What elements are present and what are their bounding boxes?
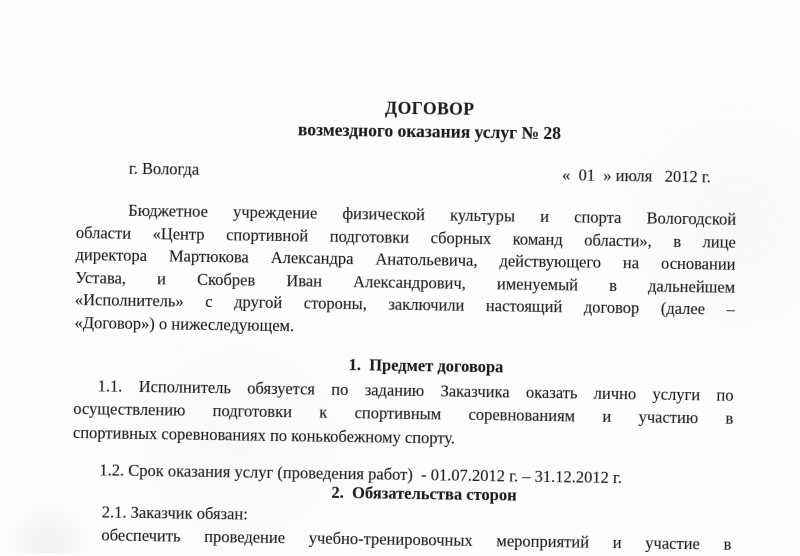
text-line: директора Мартюкова Александра Анатольевича, действующего на основании <box>75 245 736 274</box>
section-2-heading: 2. Обязательства сторон <box>331 482 517 505</box>
text-line: Бюджетное учреждение физической культуры и спорта Вологодской <box>128 200 737 229</box>
text-line: «Исполнитель» с другой стороны, заключили настоящий договор (далее – <box>74 290 735 320</box>
contract-date: « 01 » июля 2012 г. <box>561 165 711 187</box>
contract-preamble <box>74 199 736 344</box>
scanned-contract-page <box>71 92 738 556</box>
clause-2-1-label: 2.1. Заказчик обязан: <box>101 502 248 524</box>
clause-1-2: 1.2. Срок оказания услуг (проведения работ) - 01.07.2012 г. – 31.12.2012 г. <box>99 460 623 488</box>
text-line: области «Центр спортивной подготовки сборных команд области», в лице <box>75 222 736 252</box>
contract-subtitle: возмездного оказания услуг № 28 <box>297 119 562 144</box>
contract-city: г. Вологда <box>128 158 200 179</box>
text-line: Устава, и Скобрев Иван Александрович, именуемый в дальнейшем <box>75 267 736 297</box>
contract-title: ДОГОВОР <box>384 97 475 119</box>
text-line: 1.1. Исполнитель обязуется по заданию Заказчика оказать лично услуги по <box>97 375 734 405</box>
text-line: осуществлению подготовки к спортивным соревнованиям и участию в <box>73 399 734 428</box>
place-date-row <box>77 156 737 189</box>
text-line: спортивных соревнованиях по конькобежному спорту. <box>72 422 456 448</box>
text-line: «Договор») о нижеследующем. <box>74 312 295 336</box>
section-1-heading: 1. Предмет договора <box>348 354 504 376</box>
clause-1-1 <box>73 374 734 454</box>
text-line: обеспечить проведение учебно-тренировочных мероприятий и участие в <box>101 525 732 554</box>
